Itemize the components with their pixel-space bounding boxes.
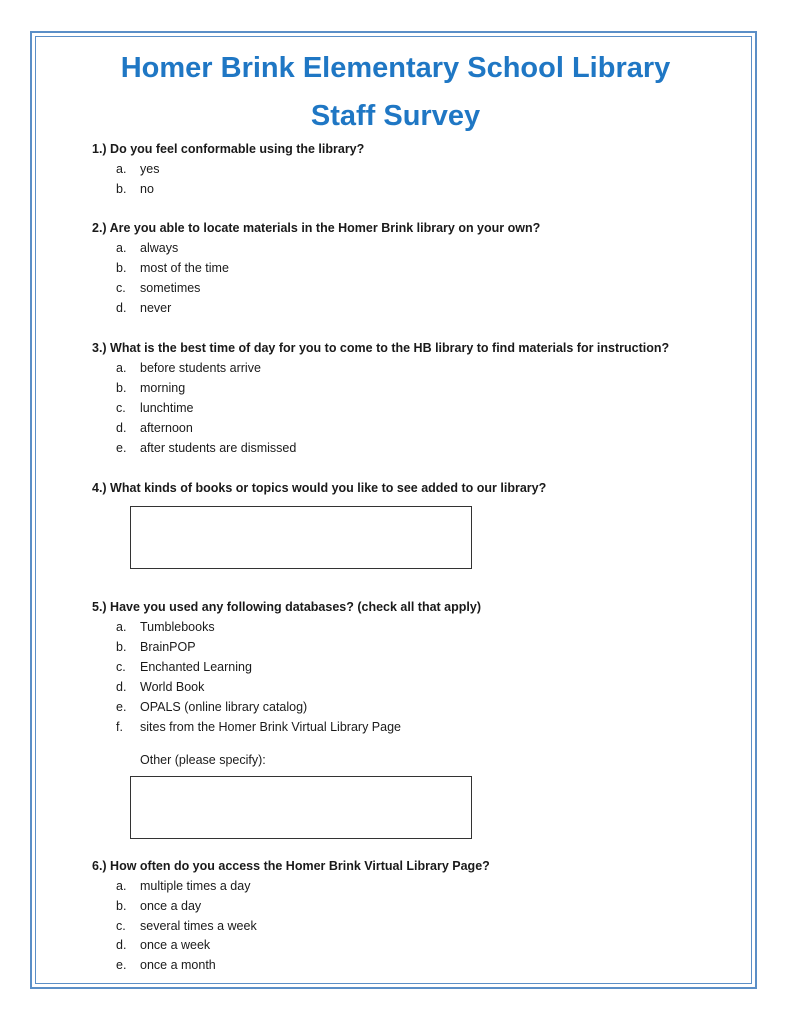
q5-other-answer-box[interactable] [130,776,472,839]
q4-answer-box[interactable] [130,506,472,569]
q5-other-label: Other (please specify): [140,753,266,767]
question-1: 1.) Do you feel conformable using the library? [92,142,365,156]
question-5: 5.) Have you used any following databases? (check all that apply) [92,600,481,614]
question-4: 4.) What kinds of books or topics would you like to see added to our library? [92,481,547,495]
title-line-2: Staff Survey [310,100,481,132]
question-3: 3.) What is the best time of day for you to come to the HB library to find materials for instruction? [92,341,670,355]
question-6: 6.) How often do you access the Homer Brink Virtual Library Page? [92,859,490,873]
question-2: 2.) Are you able to locate materials in the Homer Brink library on your own? [92,221,541,235]
title-line-1: Homer Brink Elementary School Library [120,52,671,84]
